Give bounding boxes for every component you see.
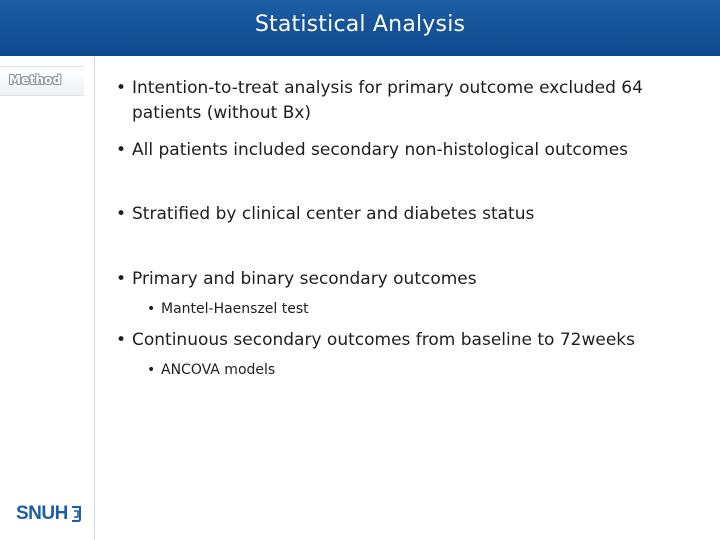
bullet-text: All patients included secondary non-histological outcomes — [132, 140, 629, 160]
snuh-logo — [16, 500, 82, 528]
sub-bullet-text: ANCOVA models — [161, 362, 276, 378]
sidebar-divider — [94, 56, 95, 540]
bullet-dot: • — [116, 78, 127, 98]
bullet-item — [116, 138, 706, 163]
bullet-item — [116, 267, 706, 292]
sub-bullet-item — [147, 299, 701, 319]
section-tab-method[interactable] — [0, 66, 84, 96]
slide-title: Statistical Analysis — [254, 12, 466, 37]
bullet-text: Continuous secondary outcomes from baseline to 72weeks — [132, 330, 635, 350]
logo-mark-icon — [70, 505, 82, 523]
sub-bullet-dot: • — [147, 301, 156, 317]
bullet-dot: • — [116, 204, 127, 224]
sub-bullet-text: Mantel-Haenszel test — [161, 301, 309, 317]
bullet-dot: • — [116, 330, 127, 350]
sub-bullet-item — [147, 360, 701, 380]
sub-bullet-dot: • — [147, 362, 156, 378]
bullet-dot: • — [116, 140, 127, 160]
sidebar — [0, 56, 94, 540]
title-bar — [0, 0, 720, 56]
bullet-item — [116, 76, 706, 126]
bullet-item — [116, 202, 706, 227]
bullet-item — [116, 328, 706, 353]
bullet-dot: • — [116, 269, 127, 289]
bullet-text: Primary and binary secondary outcomes — [132, 269, 477, 289]
bullet-text: Intention-to-treat analysis for primary outcome excluded 64 patients (without Bx) — [132, 78, 643, 123]
section-tab-label: Method — [9, 73, 62, 87]
logo-text: SNUH — [16, 503, 68, 524]
bullet-text: Stratified by clinical center and diabetes status — [132, 204, 535, 224]
